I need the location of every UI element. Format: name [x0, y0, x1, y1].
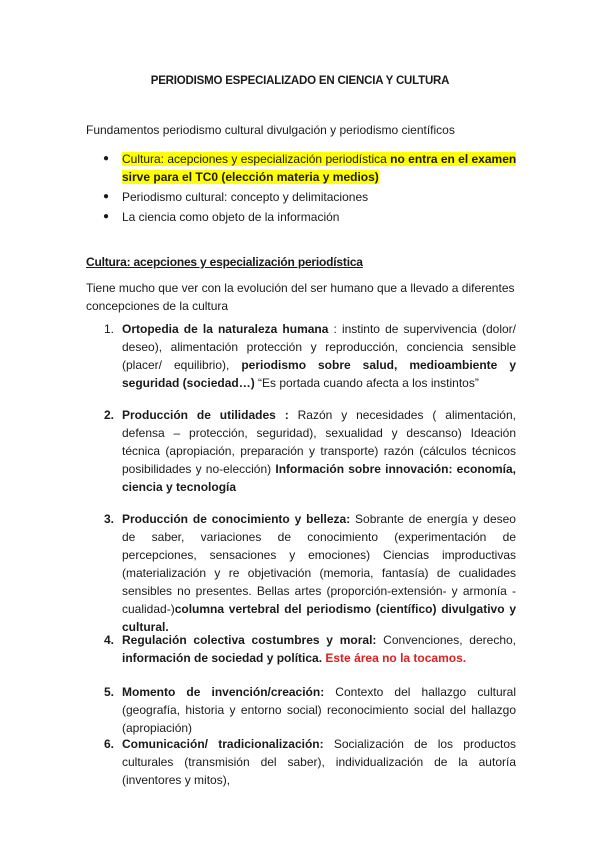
bullet-icon: ● [103, 153, 110, 164]
list-item [86, 150, 526, 186]
section-heading: Cultura: acepciones y especialización periodística [86, 255, 363, 269]
item-title: Ortopedia de la naturaleza humana [122, 322, 329, 336]
list-item [86, 188, 526, 206]
topic-list [86, 150, 526, 228]
numbered-item [86, 683, 516, 737]
list-item-text: Periodismo cultural: concepto y delimitaciones [122, 190, 369, 204]
item-bold-text: columna vertebral del periodismo (científico) divulgativo y cultural. [122, 602, 516, 634]
item-bold-text: información de sociedad y política. [122, 651, 323, 665]
item-text: Convenciones, derecho, [376, 633, 517, 647]
item-bold-text: Información sobre innovación: economía, ciencia y tecnología [122, 462, 516, 494]
numbered-item [86, 631, 516, 667]
item-bold-text: periodismo sobre salud, medioambiente y seguridad (sociedad…) [122, 358, 516, 390]
item-title: Comunicación/ tradicionalización: [122, 737, 324, 751]
item-number: 5. [104, 685, 115, 699]
item-text: Razón y necesidades ( alimentación, defensa – protección, seguridad), sexualidad y descanso) Ideación técnica (apropiación, preparación y transporte) razón (cálculos técnicos posibilidades y no-elección) [122, 408, 516, 476]
section-intro: Tiene mucho que ver con la evolución del ser humano que a llevado a diferentes concepciones de la cultura [86, 281, 515, 313]
item-text: Socialización de los productos culturales (transmisión del saber), individualización de la autoría (inventores y mitos), [122, 737, 516, 787]
document-title: PERIODISMO ESPECIALIZADO EN CIENCIA Y CULTURA [150, 75, 450, 87]
item-title: Regulación colectiva costumbres y moral: [122, 633, 377, 647]
highlighted-note: no entra en el examen sirve para el TC0 (elección materia y medios) [122, 152, 517, 184]
item-text: : instinto de supervivencia (dolor/ deseo), alimentación protección y reproducción, conciencia sensible (placer/ equilibrio), [122, 322, 516, 372]
item-title: Producción de utilidades : [122, 408, 289, 422]
item-text: Contexto del hallazgo cultural (geografía, historia y entorno social) reconocimiento social del hallazgo (apropiación) [122, 685, 517, 735]
item-number: 6. [104, 737, 115, 751]
numbered-item [86, 406, 516, 496]
numbered-item [86, 735, 516, 789]
item-number: 1. [104, 322, 115, 336]
item-number: 4. [104, 633, 115, 647]
list-item-text: Cultura: acepciones y especialización periodística [122, 152, 391, 166]
intro-line: Fundamentos periodismo cultural divulgación y periodismo científicos [86, 123, 455, 137]
item-title: Producción de conocimiento y belleza: [122, 512, 351, 526]
numbered-item [86, 510, 516, 636]
numbered-item [86, 320, 516, 392]
list-item-text: La ciencia como objeto de la información [122, 210, 340, 224]
item-text: “Es portada cuando afecta a los instintos” [254, 376, 479, 390]
bullet-icon: ● [103, 191, 110, 202]
item-text: Sobrante de energía y deseo de saber, variaciones de conocimiento (experimentación de percepciones, sensaciones y emociones) Ciencias improductivas (materialización y re objetivación (memoria, fantasía) de cualidades sensibles no presentes. Bellas artes (proporción-extensión- y armonía -cualidad-) [122, 512, 516, 616]
bullet-icon: ● [103, 211, 110, 222]
warning-note: Este área no la tocamos. [322, 651, 467, 665]
item-title: Momento de invención/creación: [122, 685, 325, 699]
item-number: 2. [104, 408, 115, 422]
list-item [86, 208, 526, 226]
item-number: 3. [104, 512, 115, 526]
